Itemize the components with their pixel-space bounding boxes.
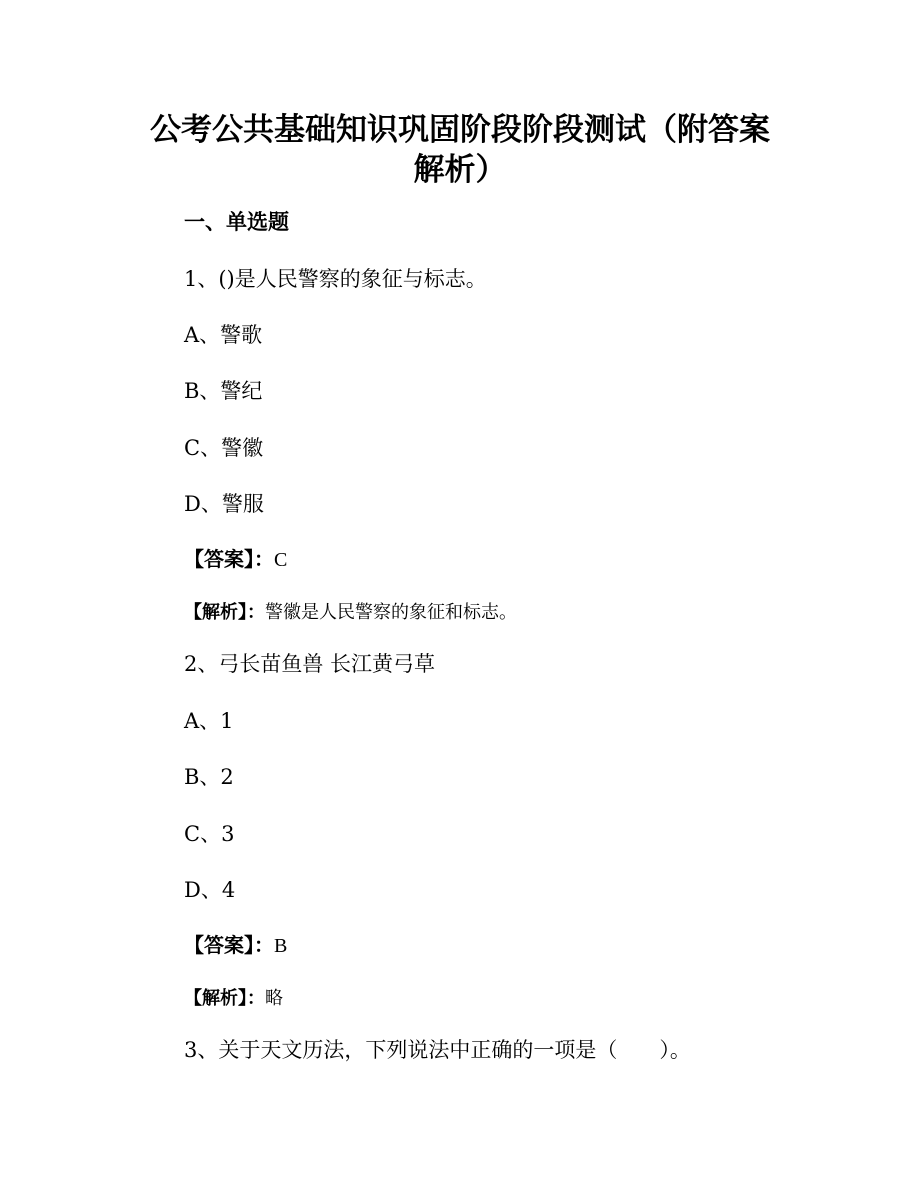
analysis-label: 【解析】： [184,602,265,623]
question-1-answer [184,545,287,574]
question-2-option-c: C、3 [184,822,235,846]
question-2-analysis [184,983,283,1013]
analysis-label: 【解析】： [184,988,265,1009]
question-1-stem: 1、()是人民警察的象征与标志。 [184,267,487,291]
section-heading: 一、单选题 [184,210,289,234]
document-title-line-1: 公考公共基础知识巩固阶段阶段测试（附答案 [150,112,770,148]
question-2-option-a: A、1 [184,709,234,733]
analysis-value: 警徽是人民警察的象征和标志。 [265,602,517,623]
question-3-stem: 3、关于天文历法，下列说法中正确的一项是（ ）。 [184,1038,691,1062]
answer-value: C [274,549,288,571]
question-1-option-b: B、警纪 [184,379,263,403]
question-1-analysis [184,597,517,627]
question-1-option-d: D、警服 [184,492,264,516]
question-2-stem: 2、弓长苗鱼兽 长江黄弓草 [184,652,436,676]
question-1-option-c: C、警徽 [184,436,264,460]
question-2-option-d: D、4 [184,878,236,902]
document-title-line-2: 解析） [413,152,507,188]
question-2-option-b: B、2 [184,765,234,789]
answer-value: B [274,935,288,957]
question-1-option-a: A、警歌 [184,323,263,347]
question-2-answer [184,931,287,960]
answer-label: 【答案】： [184,547,274,571]
answer-label: 【答案】： [184,933,274,957]
analysis-value: 略 [265,988,283,1009]
